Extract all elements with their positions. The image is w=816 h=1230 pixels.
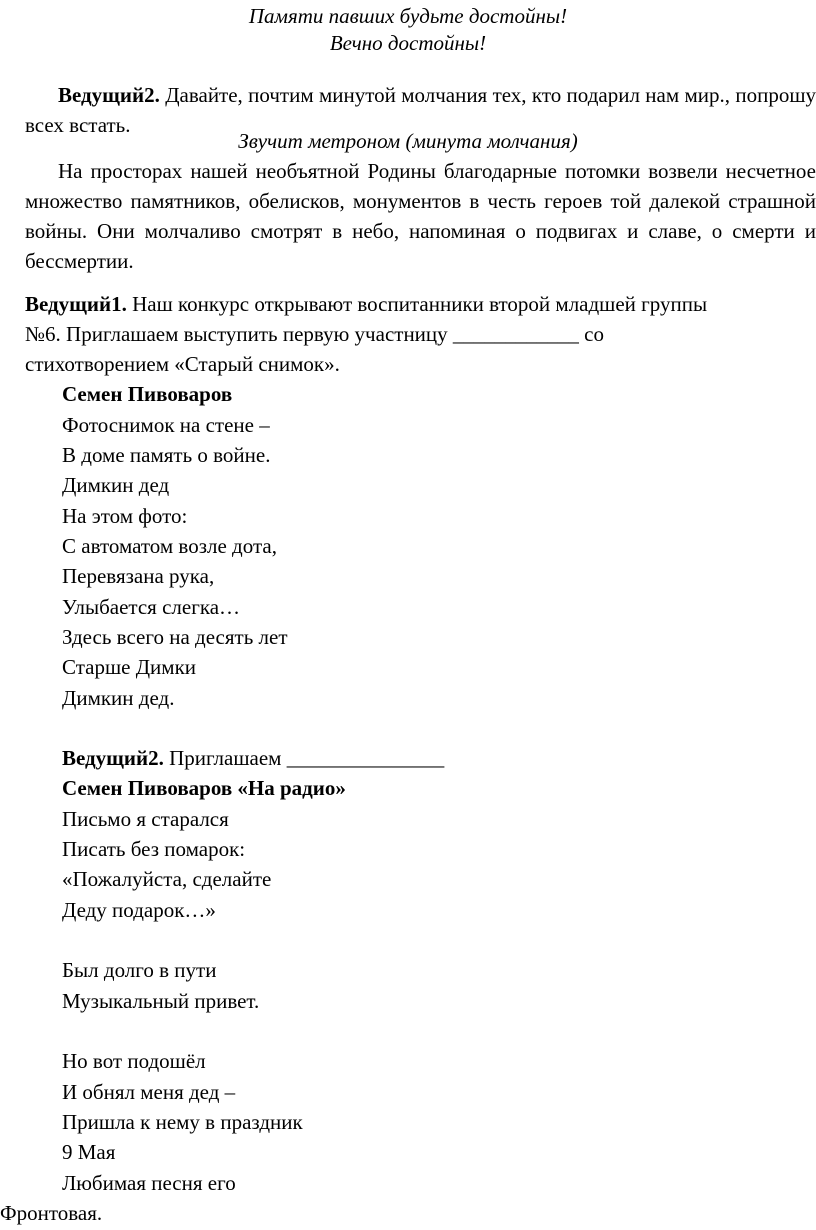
host1-line-1 bbox=[25, 289, 707, 319]
paragraph-monuments: На просторах нашей необъятной Родины благодарные потомки возвели несчетное множество памятников, обелисков, монументов в честь героев той далекой страшной войны. Они молчаливо смотрят в небо, напоминая о подвигах и славе, о смерти и бессмертии. bbox=[25, 159, 816, 273]
poem2-line: Писать без помарок: bbox=[62, 837, 246, 861]
poem2-line: Пришла к нему в праздник bbox=[62, 1110, 303, 1134]
poem1-line: Здесь всего на десять лет bbox=[62, 625, 288, 649]
stage-direction: Звучит метроном (минута молчания) bbox=[238, 129, 578, 153]
poem2-line: Но вот подошёл bbox=[62, 1049, 206, 1073]
poem1-line: Димкин дед bbox=[62, 473, 170, 497]
host2-invite-text: Приглашаем _______________ bbox=[163, 746, 445, 770]
intro-line-2: Вечно достойны! bbox=[329, 31, 487, 55]
poem1-line: Перевязана рука, bbox=[62, 564, 215, 588]
host1-line-2: №6. Приглашаем выступить первую участницу ____________ со bbox=[25, 322, 604, 346]
poem1-line: Старше Димки bbox=[62, 655, 197, 679]
poem2-line: Музыкальный привет. bbox=[62, 989, 260, 1013]
paragraph-text: Давайте, почтим минутой молчания тех, кто подарил нам мир., попрошу всех встать. bbox=[25, 83, 816, 137]
poem1-line: С автоматом возле дота, bbox=[62, 534, 277, 558]
intro-line-1: Памяти павших будьте достойны! bbox=[248, 4, 568, 28]
poem1-line: На этом фото: bbox=[62, 504, 188, 528]
host1-text: Наш конкурс открывают воспитанники второй младшей группы bbox=[126, 292, 708, 316]
poem1-line: Улыбается слегка… bbox=[62, 595, 241, 619]
poem2-line: Письмо я старался bbox=[62, 807, 229, 831]
poem2-line: «Пожалуйста, сделайте bbox=[62, 867, 272, 891]
poem1-author: Семен Пивоваров bbox=[62, 382, 233, 406]
poem2-last-line: Фронтовая. bbox=[0, 1201, 103, 1225]
poem2-line: Деду подарок…» bbox=[62, 898, 216, 922]
poem2-line: И обнял меня дед – bbox=[62, 1080, 236, 1104]
poem2-title: Семен Пивоваров «На радио» bbox=[62, 776, 346, 800]
poem1-line: Фотоснимок на стене – bbox=[62, 413, 270, 437]
poem1-line: В доме память о войне. bbox=[62, 443, 271, 467]
poem1-line: Димкин дед. bbox=[62, 686, 175, 710]
host1-line-3: стихотворением «Старый снимок». bbox=[25, 352, 340, 376]
poem2-line: 9 Мая bbox=[62, 1140, 116, 1164]
host2-invite-line bbox=[62, 743, 444, 773]
poem2-line: Любимая песня его bbox=[62, 1171, 236, 1195]
poem2-line: Был долго в пути bbox=[62, 958, 217, 982]
speaker-label: Ведущий2. bbox=[62, 746, 164, 770]
speaker-label: Ведущий2. bbox=[58, 83, 160, 107]
speaker-label: Ведущий1. bbox=[25, 292, 127, 316]
